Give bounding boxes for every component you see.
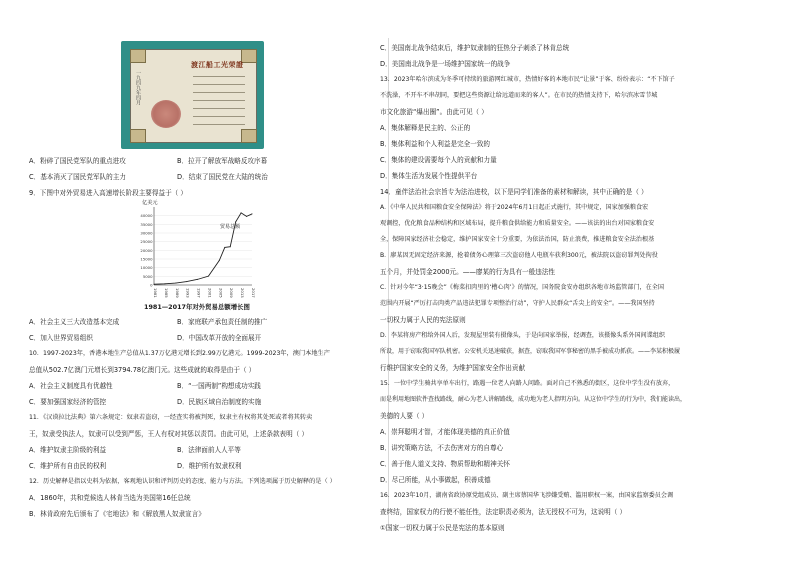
chart-data-point [186,281,187,282]
chart-data-point [224,247,225,248]
q11-option-b: B．法律面前人人平等 [177,446,241,454]
q14-option-a-line1: A．《中华人民共和国粮食安全保障法》将于2024年6月1日起正式施行，其中规定，国家加强粮食宏 [380,204,649,211]
chart-y-tick-label: 40000 [140,213,153,219]
q14-option-c-line1: C．针对今年“3·15晚会”《梅菜扣肉里的‘槽心肉’》的情况，国务院食安办组织各地市场监管部门，在全国 [380,284,664,291]
q12-option-a: A．1860年，共和党候选人林肯当选为美国第16任总统 [29,494,191,502]
q11-option-c: C．维护所有自由民的权利 [29,462,107,470]
q16-statement-1: ①国家一切权力属于公民是宪法的基本原则 [380,524,505,532]
q14-option-a-line2: 观调控，优化粮食品种结构和区域布局，提升粮食供给能力和质量安全。——该法的出台对国家粮食安 [380,220,655,227]
chart-y-tick-label: 35000 [140,221,153,227]
q13-option-b: B．集体利益和个人利益是完全一致的 [380,140,491,148]
q15-option-a: A．崇拜聪明才智，才能体现美德的真正价值 [380,428,510,436]
q14-option-d-line2: 所设，用于窃取我国军队机密。公安机关迅速破获，据查，窃取我国军事秘密的黑手被成功抓获。——李某积极履 [380,348,681,355]
chart-x-tick-label: 1993 [185,288,191,298]
q10-option-b: B．“一国两制”构想成功实践 [177,382,261,390]
chart-data-point [230,246,231,247]
q13-option-c: C．集体的建设需要每个人的贡献和力量 [380,156,497,164]
certificate-text-line [193,124,245,125]
chart-data-point [235,221,236,222]
certificate-text-line [193,84,245,85]
chart-y-ticks [140,213,153,287]
q15-option-b: B．讲究策略方法，不去伤害对方的自尊心 [380,444,504,452]
q8-option-a: A．粉碎了国民党军队的重点进攻 [29,157,126,165]
q13-option-d: D．集体生活为发展个性提供平台 [380,172,478,180]
q10-option-a: A．社会主义制度具有优越性 [29,382,113,390]
chart-x-tick-label: 2013 [240,288,246,298]
chart-data-point [208,276,209,277]
q15-stem-line2: 而是利用地图软件查找路线，耐心为老人讲解路线，成功地为老人指明方向。从这位中学生的行为中，我们能读出， [380,396,687,403]
q8-option-c: C．基本消灭了国民党军队的主力 [29,173,126,181]
chart-data-point [175,283,176,284]
q9-option-a: A．社会主义三大改造基本完成 [29,318,120,326]
chart-x-ticks [153,288,256,298]
q12-option-c: C．美国南北战争结束后，维护奴隶制的狂热分子刺杀了林肯总统 [380,44,570,52]
chart-data-point [164,283,165,284]
q11-option-d: D．维护所有奴隶权利 [177,462,242,470]
chart-x-tick-label: 2017 [251,288,256,298]
chart-data-point [241,212,242,213]
q15-option-c: C．善于他人道义支持、物质帮助和精神关怀 [380,460,510,468]
chart-y-tick-label: 30000 [140,230,153,236]
q14-option-b-line1: B．廖某因无固定经济来源，抢着债务心理第三次盗窃他人电瓶车获利300元，被法院以盗窃罪判处拘役 [380,252,658,259]
chart-y-label: 亿美元 [142,200,158,206]
chart-annotation: 贸易总额 [220,224,241,230]
q15-stem-line3: 美德的人要（ ） [380,412,429,420]
certificate-corner-ornament [130,129,146,143]
chart-x-tick-label: 1981 [153,288,158,298]
chart-y-tick-label: 5000 [142,273,153,279]
chart-data-point [252,213,253,214]
chart-data-point [219,260,220,261]
chart-x-tick-label: 2009 [229,288,235,298]
chart-data-point [154,284,155,285]
q14-option-d-line3: 行维护国家安全的义务，为维护国家安全作出贡献 [380,364,526,372]
q10-option-d: D．民族区域自治制度的实施 [177,398,262,406]
chart-x-tick-label: 1989 [174,288,180,298]
q10-stem-line1: 10．1997-2023年，香港本地生产总值从1.37万亿港元增长到2.99万亿港元。1999-2023年，澳门本地生产 [29,350,330,357]
certificate-text-line [193,100,245,101]
q9-option-b: B．家庭联产承包责任制的推广 [177,318,268,326]
q10-stem-line2: 总值从502.7亿澳门元增长到3794.78亿澳门元。这些成就的取得是由于（ ） [29,366,256,374]
q12-stem: 12．历史解释是指以史料为依据，客观地认识和评判历史的态度、能力与方法。下列选项属于历史解释的是（ ） [29,478,336,485]
q14-option-a-line3: 全，保障国家经济社会稳定，维护国家安全十分重要，为依法治国，防止浪费，推进粮食安全法治根基 [380,236,655,243]
q10-option-c: C．要加强国家经济的管控 [29,398,107,406]
q16-stem-line2: 查终结，国家权力的行使不能任性，法定职责必须为，法无授权不可为，这说明（ ） [380,508,627,516]
trade-growth-chart [142,196,254,304]
q16-stem-line1: 16．2023年10月，湖南省政协原党组成员、副主席蔡国华飞涉嫌受贿、滥用职权一案，由国家监察委员会调 [380,492,674,499]
q9-stem: 9．下图中对外贸易进入高速增长阶段主要得益于（ ） [29,189,187,197]
q15-option-d: D．尽己所能，从小事做起，积善成德 [380,476,491,484]
q13-stem-line2: 不洗澡，不开车不串胡同，要把这些资源让给远道而来的客人”。在市民的热情支持下，哈尔滨冰雪节城 [380,92,658,99]
chart-y-tick-label: 10000 [140,265,153,271]
q14-option-c-line2: 范围内开展“严厉打击肉类产品违法犯罪专项整治行动”，守护人民群众“舌尖上的安全”。——我国坚持 [380,300,655,307]
chart-y-tick-label: 0 [150,282,153,288]
chart-y-tick-label: 20000 [140,247,153,253]
q9-chart-caption: 1981—2017年对外贸易总额增长图 [144,303,250,311]
q9-option-c: C．加入世界贸易组织 [29,334,93,342]
q13-stem-line1: 13．2023年哈尔滨成为冬季可持续的旅游网红城市，热情好客的本地市民“让景”于客、纷纷表示：“不下馆子 [380,76,675,83]
certificate-text-line [193,108,245,109]
certificate-text-line [193,92,245,93]
chart-data-point [246,216,247,217]
certificate-stamp [151,100,181,128]
q14-option-d-line1: D．李某将房产租给外国人后，发现屋里装有摄像头，于是向国家举报，经调查，该摄像头系外国间谍组织 [380,332,666,339]
certificate-image [121,41,264,149]
certificate-corner-ornament [130,49,146,63]
q15-stem-line1: 15．一位中学生骑共享单车出行，路遇一位老人向路人问路。面对自己不熟悉的街区，这位中学生没有放弃， [380,380,675,387]
q14-option-b-line2: 五个月，并处罚金2000元。——廖某的行为具有一般违法性 [380,268,556,276]
q14-stem: 14．童伴法治社会宗旨专为法治进校，以下是同学们准备的素材和解读，其中正确的是（ ） [380,188,648,196]
certificate-title: 渡江船工光荣證 [191,60,244,69]
chart-x-tick-label: 1997 [196,288,202,298]
chart-x-tick-label: 1985 [163,288,169,298]
q11-stem-line1: 11．《汉谟拉比法典》第六条规定：奴隶若盗窃，一经查实将被判死，奴隶主有权将其处死或者将其转卖 [29,414,313,421]
certificate-paper [130,49,257,143]
q8-option-b: B．拉开了解放军战略反攻序幕 [177,157,268,165]
chart-x-tick-label: 2001 [207,288,213,298]
q12-option-b: B．林肯政府先后颁布了《宅地法》和《解放黑人奴隶宣言》 [29,510,205,518]
certificate-date: 一九四九年四月 [135,70,141,105]
chart-x-tick-label: 2005 [218,288,224,298]
certificate-corner-ornament [241,129,257,143]
q9-option-d: D．中国改革开放的全面展开 [177,334,262,342]
certificate-text-line [193,76,245,77]
chart-y-tick-label: 25000 [140,239,153,245]
chart-data-point [197,279,198,280]
q11-option-a: A．维护奴隶主阶级的利益 [29,446,107,454]
q12-option-d: D．美国南北战争是一场维护国家统一的战争 [380,60,511,68]
q13-option-a: A．集体解释是民主的、公正的 [380,124,471,132]
q13-stem-line3: 市文化旅游“爆出圈”。由此可见（ ） [380,108,488,116]
certificate-text-line [193,116,245,117]
chart-y-tick-label: 15000 [140,256,153,262]
q11-stem-line2: 王，奴隶受执法人，奴隶可以受到严惩，王人有权对其惩以责罚。由此可见，上述条款表明（ ） [29,430,309,438]
q8-option-d: D．结束了国民党在大陆的统治 [177,173,268,181]
q14-option-c-line3: 一切权力属于人民的宪法原则 [380,316,466,324]
